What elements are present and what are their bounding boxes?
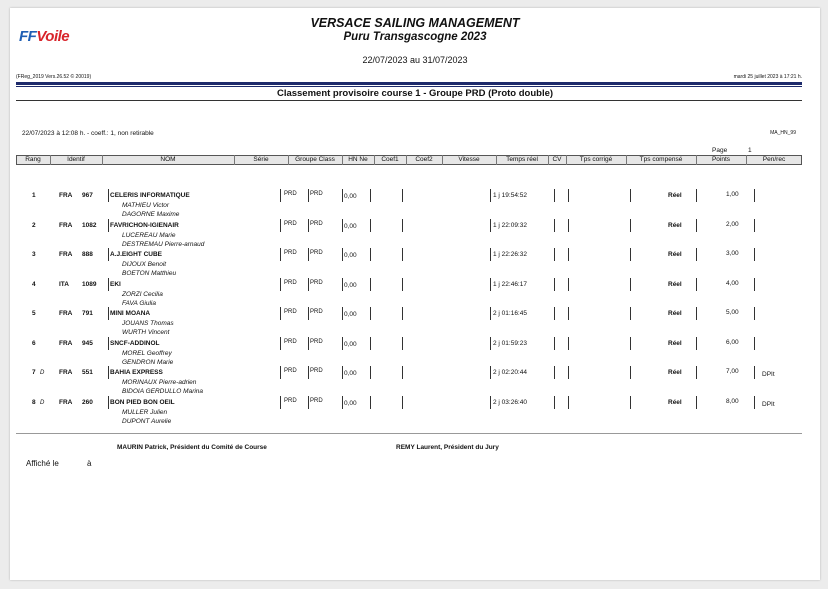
cell-divider xyxy=(308,278,309,291)
cell-divider xyxy=(630,278,631,291)
column-header: Coef1 xyxy=(381,156,399,163)
ffvoile-logo: FFVoile xyxy=(19,28,70,45)
column-divider xyxy=(548,155,549,165)
cell-divider xyxy=(342,307,343,320)
nationality-cell: FRA xyxy=(59,369,73,376)
column-header: Vitesse xyxy=(458,156,480,163)
cell-divider xyxy=(402,396,403,409)
cell-divider xyxy=(630,337,631,350)
cell-divider xyxy=(490,189,491,202)
boat-name-cell: SNCF-ADDINOL xyxy=(110,339,160,347)
boat-name-cell: CELERIS INFORMATIQUE xyxy=(110,192,190,199)
points-cell: 4,00 xyxy=(726,279,739,287)
crew-member: DIJOUX Benoit xyxy=(122,261,167,268)
cell-divider xyxy=(696,307,697,320)
crew-member: MATHIEU Victor xyxy=(122,202,170,209)
cell-divider xyxy=(342,219,343,232)
column-header: Pen/rec xyxy=(762,156,786,163)
cell-divider xyxy=(108,337,109,350)
group-cell: PRD xyxy=(284,279,297,286)
cell-divider xyxy=(568,278,569,291)
column-divider xyxy=(746,155,747,165)
cell-divider xyxy=(308,337,309,350)
class-cell: PRD xyxy=(310,309,323,315)
posted-at-label: à xyxy=(87,459,92,468)
rank-cell: 5 xyxy=(32,310,36,317)
event-name: Puru Transgascogne 2023 xyxy=(343,31,487,43)
cell-divider xyxy=(280,248,281,261)
cell-divider xyxy=(308,307,309,320)
column-header: NOM xyxy=(160,156,176,163)
cell-divider xyxy=(554,278,555,291)
points-cell: 6,00 xyxy=(726,338,739,346)
column-header: Identif xyxy=(67,156,85,163)
points-cell: 7,00 xyxy=(726,368,739,375)
boat-name-cell: A.J.EIGHT CUBE xyxy=(110,251,163,258)
column-header: Rang xyxy=(25,156,41,163)
rank-cell: 7 xyxy=(32,369,36,376)
cell-divider xyxy=(402,337,403,350)
boat-name-cell: FAVRICHON-IGIENAIR xyxy=(110,221,179,229)
handicap-cell: 0,00 xyxy=(344,340,357,348)
cell-divider xyxy=(342,278,343,291)
compensated-time-cell: Réel xyxy=(668,280,682,288)
cell-divider xyxy=(402,278,403,291)
compensated-time-cell: Réel xyxy=(668,251,682,258)
real-time-cell: 1 j 19:54:52 xyxy=(493,192,527,199)
cell-divider xyxy=(370,219,371,232)
sail-number-cell: 1082 xyxy=(82,221,97,229)
column-divider xyxy=(696,155,697,165)
logo-voile-text: Voile xyxy=(36,28,70,45)
cell-divider xyxy=(568,307,569,320)
points-cell: 8,00 xyxy=(726,397,739,405)
cell-divider xyxy=(370,307,371,320)
cell-divider xyxy=(554,396,555,409)
cell-divider xyxy=(754,396,755,409)
nationality-cell: FRA xyxy=(59,339,73,347)
real-time-cell: 1 j 22:46:17 xyxy=(493,280,527,288)
column-header: Tps compensé xyxy=(639,156,683,163)
compensated-time-cell: Réel xyxy=(668,310,682,317)
column-divider xyxy=(234,155,235,165)
cell-divider xyxy=(402,307,403,320)
nationality-cell: FRA xyxy=(59,221,73,229)
handicap-cell: 0,00 xyxy=(344,281,357,289)
cell-divider xyxy=(308,219,309,232)
column-header: Série xyxy=(253,156,269,163)
race-conditions: 22/07/2023 à 12:08 h. - coeff.: 1, non retirable xyxy=(22,130,154,137)
class-cell: PRD xyxy=(310,279,323,286)
cell-divider xyxy=(280,278,281,291)
cell-divider xyxy=(370,396,371,409)
page-number: 1 xyxy=(748,147,752,154)
cell-divider xyxy=(490,366,491,379)
column-header: Groupe Class xyxy=(295,156,335,163)
group-cell: PRD xyxy=(284,191,297,197)
nationality-cell: ITA xyxy=(59,280,69,288)
software-version: (FReg_2019 Vers.26.52 © 20019) xyxy=(16,74,92,80)
compensated-time-cell: Réel xyxy=(668,339,682,347)
cell-divider xyxy=(280,189,281,202)
rank-cell: 6 xyxy=(32,339,36,347)
sail-number-cell: 260 xyxy=(82,398,93,406)
class-cell: PRD xyxy=(310,397,323,404)
handicap-cell: 0,00 xyxy=(344,222,357,230)
crew-member: DUPONT Aurelie xyxy=(122,417,172,425)
boat-name-cell: EKI xyxy=(110,280,121,288)
group-cell: PRD xyxy=(284,309,297,315)
crew-member: BOETON Matthieu xyxy=(122,270,177,277)
group-cell: PRD xyxy=(284,368,297,374)
cell-divider xyxy=(402,189,403,202)
column-header: Points xyxy=(711,156,731,163)
cell-divider xyxy=(308,248,309,261)
print-date: mardi 25 juillet 2023 à 17:21 h. xyxy=(733,74,802,80)
handicap-cell: 0,00 xyxy=(344,193,357,200)
cell-divider xyxy=(308,396,309,409)
organization-name: VERSACE SAILING MANAGEMENT xyxy=(310,16,520,30)
rank-cell: 8 xyxy=(32,398,36,406)
class-cell: PRD xyxy=(310,220,323,227)
column-header: Temps réel xyxy=(506,156,538,163)
cell-divider xyxy=(554,337,555,350)
sail-number-cell: 791 xyxy=(82,310,93,317)
compensated-time-cell: Réel xyxy=(668,398,682,406)
cell-divider xyxy=(630,189,631,202)
cell-divider xyxy=(554,219,555,232)
cell-divider xyxy=(630,396,631,409)
real-time-cell: 2 j 01:59:23 xyxy=(493,339,527,347)
cell-divider xyxy=(554,307,555,320)
cell-divider xyxy=(490,396,491,409)
cell-divider xyxy=(754,278,755,291)
cell-divider xyxy=(554,366,555,379)
column-divider xyxy=(496,155,497,165)
cell-divider xyxy=(108,307,109,320)
real-time-cell: 2 j 01:16:45 xyxy=(493,310,527,317)
cell-divider xyxy=(568,189,569,202)
cell-divider xyxy=(342,396,343,409)
crew-member: LUCEREAU Marie xyxy=(122,231,176,239)
crew-member: DAGORNE Maxime xyxy=(122,211,180,218)
cell-divider xyxy=(754,189,755,202)
cell-divider xyxy=(108,219,109,232)
class-cell: PRD xyxy=(310,250,323,256)
crew-member: MULLER Julien xyxy=(122,408,168,416)
cell-divider xyxy=(696,396,697,409)
column-header: CV xyxy=(552,156,562,163)
report-code: MA_HN_99 xyxy=(770,130,796,136)
cell-divider xyxy=(370,189,371,202)
boat-name-cell: MINI MOANA xyxy=(110,310,151,317)
rank-cell: 1 xyxy=(32,192,36,199)
header-rule-thin xyxy=(16,86,802,87)
nationality-cell: FRA xyxy=(59,398,73,406)
column-header: HN Ne xyxy=(348,156,368,163)
sail-number-cell: 967 xyxy=(82,192,93,199)
crew-member: DESTREMAU Pierre-arnaud xyxy=(122,240,205,248)
group-cell: PRD xyxy=(284,338,297,345)
crew-member: MORINAUX Pierre-adrien xyxy=(122,379,197,386)
handicap-cell: 0,00 xyxy=(344,252,357,259)
column-divider xyxy=(406,155,407,165)
cell-divider xyxy=(402,366,403,379)
compensated-time-cell: Réel xyxy=(668,369,682,376)
cell-divider xyxy=(630,307,631,320)
real-time-cell: 1 j 22:26:32 xyxy=(493,251,527,258)
column-divider xyxy=(626,155,627,165)
crew-member: JOUANS Thomas xyxy=(122,320,174,327)
cell-divider xyxy=(630,248,631,261)
column-divider xyxy=(288,155,289,165)
cell-divider xyxy=(490,219,491,232)
points-cell: 2,00 xyxy=(726,220,739,228)
posted-on xyxy=(26,459,91,468)
cell-divider xyxy=(696,366,697,379)
column-divider xyxy=(442,155,443,165)
results-sheet xyxy=(10,8,820,580)
boat-name-cell: BON PIED BON OEIL xyxy=(110,398,175,406)
cell-divider xyxy=(754,366,755,379)
table-bottom-rule xyxy=(16,433,802,434)
cell-divider xyxy=(280,366,281,379)
crew-member: BIDOIA GERDULLO Marina xyxy=(122,388,204,395)
nationality-cell: FRA xyxy=(59,251,73,258)
points-cell: 3,00 xyxy=(726,250,739,257)
class-cell: PRD xyxy=(310,338,323,345)
crew-member: GENDRON Marie xyxy=(122,358,174,366)
sail-number-cell: 945 xyxy=(82,339,93,347)
event-dates: 22/07/2023 au 31/07/2023 xyxy=(362,55,468,65)
column-header: Coef2 xyxy=(415,156,433,163)
title-rule xyxy=(16,100,802,101)
points-cell: 1,00 xyxy=(726,191,739,198)
handicap-cell: 0,00 xyxy=(344,311,357,318)
crew-member: FAVA Giulia xyxy=(122,299,156,307)
class-cell: PRD xyxy=(310,368,323,374)
real-time-cell: 1 j 22:09:32 xyxy=(493,221,527,229)
group-cell: PRD xyxy=(284,250,297,256)
class-cell: PRD xyxy=(310,191,323,197)
cell-divider xyxy=(568,248,569,261)
header-rule xyxy=(16,82,802,85)
crew-member: MOREL Geoffrey xyxy=(122,349,172,357)
signature-course-committee: MAURIN Patrick, Président du Comité de Course xyxy=(117,444,267,451)
cell-divider xyxy=(630,366,631,379)
cell-divider xyxy=(308,366,309,379)
column-divider xyxy=(374,155,375,165)
penalty-cell: DPIt xyxy=(762,400,775,408)
cell-divider xyxy=(402,219,403,232)
boat-name-cell: BAHIA EXPRESS xyxy=(110,369,163,376)
cell-divider xyxy=(568,337,569,350)
cell-divider xyxy=(568,366,569,379)
cell-divider xyxy=(370,337,371,350)
cell-divider xyxy=(402,248,403,261)
cell-divider xyxy=(342,366,343,379)
cell-divider xyxy=(490,278,491,291)
cell-divider xyxy=(754,307,755,320)
cell-divider xyxy=(696,278,697,291)
cell-divider xyxy=(554,248,555,261)
cell-divider xyxy=(554,189,555,202)
cell-divider xyxy=(630,219,631,232)
cell-divider xyxy=(280,337,281,350)
cell-divider xyxy=(696,337,697,350)
rank-flag: D xyxy=(40,399,45,406)
rank-cell: 3 xyxy=(32,251,36,258)
cell-divider xyxy=(280,307,281,320)
column-divider xyxy=(342,155,343,165)
cell-divider xyxy=(568,396,569,409)
handicap-cell: 0,00 xyxy=(344,399,357,407)
cell-divider xyxy=(696,248,697,261)
cell-divider xyxy=(108,248,109,261)
sail-number-cell: 1089 xyxy=(82,280,97,288)
page-label: Page xyxy=(712,147,728,154)
cell-divider xyxy=(370,278,371,291)
crew-member: ZORZI Cecilia xyxy=(122,290,163,298)
signature-jury: REMY Laurent, Président du Jury xyxy=(396,444,499,451)
compensated-time-cell: Réel xyxy=(668,192,682,199)
nationality-cell: FRA xyxy=(59,310,73,317)
column-divider xyxy=(50,155,51,165)
real-time-cell: 2 j 03:26:40 xyxy=(493,398,527,406)
cell-divider xyxy=(754,248,755,261)
cell-divider xyxy=(280,396,281,409)
cell-divider xyxy=(108,396,109,409)
sail-number-cell: 888 xyxy=(82,251,93,258)
results-title: Classement provisoire course 1 - Groupe PRD (Proto double) xyxy=(276,88,554,99)
cell-divider xyxy=(108,278,109,291)
points-cell: 5,00 xyxy=(726,309,739,316)
cell-divider xyxy=(754,219,755,232)
cell-divider xyxy=(280,219,281,232)
cell-divider xyxy=(568,219,569,232)
column-divider xyxy=(102,155,103,165)
cell-divider xyxy=(490,307,491,320)
rank-cell: 4 xyxy=(32,280,36,288)
group-cell: PRD xyxy=(284,220,297,227)
cell-divider xyxy=(490,248,491,261)
cell-divider xyxy=(108,189,109,202)
crew-member: WURTH Vincent xyxy=(122,329,170,336)
compensated-time-cell: Réel xyxy=(668,221,682,229)
posted-on-label: Affiché le xyxy=(26,459,59,468)
real-time-cell: 2 j 02:20:44 xyxy=(493,369,527,376)
column-divider xyxy=(566,155,567,165)
cell-divider xyxy=(754,337,755,350)
cell-divider xyxy=(490,337,491,350)
cell-divider xyxy=(370,248,371,261)
rank-flag: D xyxy=(40,370,45,376)
column-header: Tps corrigé xyxy=(579,156,613,163)
sail-number-cell: 551 xyxy=(82,369,93,376)
cell-divider xyxy=(342,337,343,350)
penalty-cell: DPIt xyxy=(762,371,775,378)
handicap-cell: 0,00 xyxy=(344,370,357,377)
cell-divider xyxy=(696,219,697,232)
cell-divider xyxy=(696,189,697,202)
rank-cell: 2 xyxy=(32,221,36,229)
nationality-cell: FRA xyxy=(59,192,73,199)
cell-divider xyxy=(342,248,343,261)
cell-divider xyxy=(370,366,371,379)
cell-divider xyxy=(108,366,109,379)
cell-divider xyxy=(308,189,309,202)
group-cell: PRD xyxy=(284,397,297,404)
cell-divider xyxy=(342,189,343,202)
